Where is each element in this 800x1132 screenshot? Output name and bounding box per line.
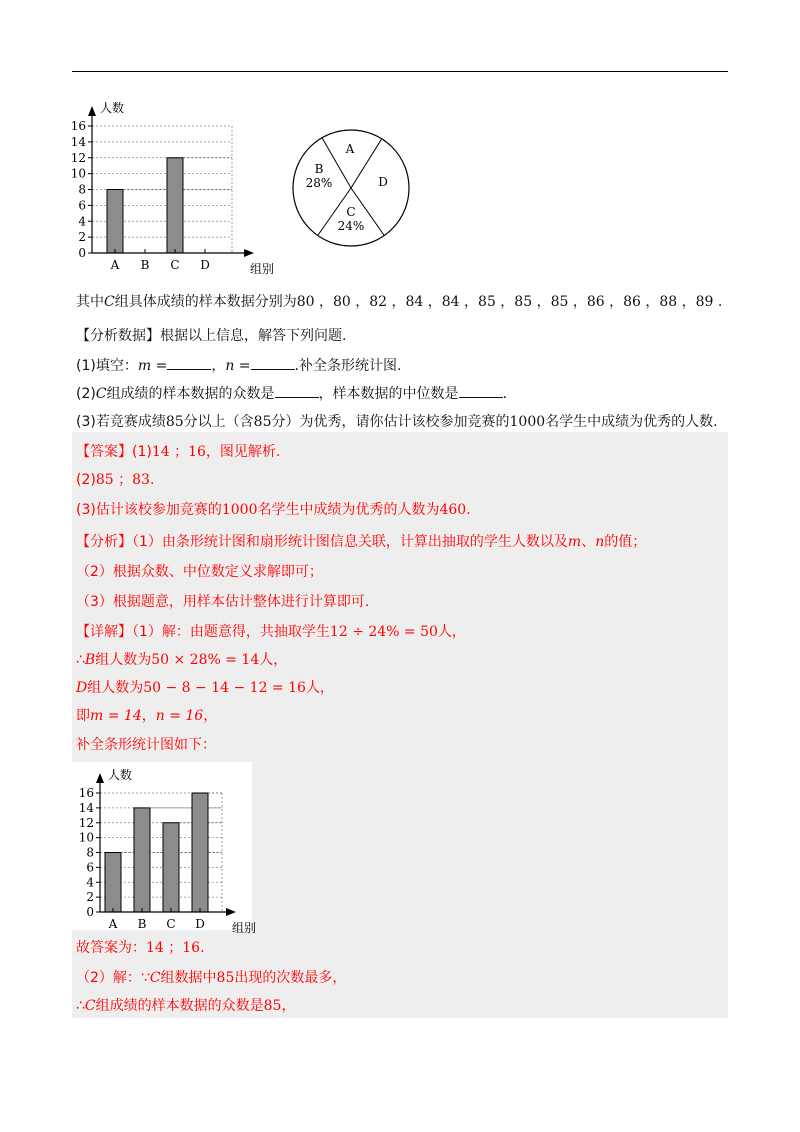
text: ，样本数据的中位数是 [318,386,459,402]
sample-values: 80 ，80 ，82 ，84 ，84 ，85 ，85 ，85 ，86 ，86 ，88 ，89 . [296,294,723,310]
y-tick-label: 6 [86,860,94,875]
y-tick-label: 0 [78,246,86,260]
conclusion-1 [76,938,205,958]
text: 人， [305,680,334,696]
bar-a [105,853,121,913]
analysis-heading [76,326,346,346]
y-tick-label: 8 [78,182,86,197]
pie-slice-d [378,175,388,189]
equation: n = 16 [155,708,204,724]
y-tick-label: 12 [78,815,94,830]
text: . [466,502,471,518]
y-tick-label: 10 [70,166,86,181]
pie-label: B [314,162,324,176]
header-rule [72,71,728,72]
text: (2) [76,386,96,402]
detail-5 [76,735,216,755]
solution-2-line-2 [76,996,295,1016]
y-axis-arrow [88,106,96,116]
analysis-2 [76,562,323,582]
answer-3 [76,500,471,520]
var-n: n = [225,358,251,374]
text: 【答案】(1) [76,444,152,460]
y-tick-label: 6 [78,198,86,213]
text: 、 [581,534,596,550]
number: 1000 [221,502,258,518]
text: (1)填空： [76,358,138,374]
text: ∴ [76,998,85,1014]
y-axis-arrow [96,773,104,783]
text: 组数据中 [160,970,217,986]
x-tick-label: C [166,917,176,931]
pie-slice-a [345,142,355,156]
y-tick-label: 12 [70,150,86,165]
number: 85 [253,414,272,430]
x-axis-label: 组别 [250,262,275,276]
answer-values: 85 ；83 [95,472,150,488]
bar-d [192,793,208,912]
text: . [200,940,205,956]
x-tick-label: A [108,917,118,931]
equation: 12 ÷ 24% = 50 [329,624,438,640]
y-tick-label: 14 [78,800,94,815]
text: .补全条形统计图. [294,358,402,374]
pie-label: C [346,205,356,219]
blank [275,384,319,398]
blank [167,356,211,370]
text: 组人数为 [87,680,144,696]
x-tick-label: D [195,917,205,931]
x-axis-arrow [244,249,254,257]
equation: 50 × 28% = 14 [151,652,260,668]
text: 人， [259,652,288,668]
y-tick-label: 2 [78,230,86,245]
text: . [502,386,508,402]
x-tick-label: B [137,917,147,931]
y-tick-label: 10 [78,830,94,845]
answer-2 [76,470,154,490]
x-tick-label: A [110,258,120,272]
var-n: n [595,534,605,550]
text: (3)估计该校参加竞赛的 [76,502,222,518]
text: . [149,472,155,488]
text: ∴ [76,652,85,668]
text: 组成绩的样本数据的众数是 [106,386,275,402]
text: 故答案为： [76,940,146,956]
solution-2-line-1 [76,968,346,988]
bar-chart-incomplete [60,88,275,276]
text: 组人数为 [95,652,152,668]
var-m: m = [137,358,168,374]
y-tick-label: 0 [86,905,94,919]
pie-percent: 28% [305,176,333,190]
answer-1 [76,442,280,462]
text: 【分析数据】根据以上信息，解答下列问题. [76,328,347,344]
var-c: C [84,998,96,1014]
bar-chart-completed [72,762,257,935]
question-2 [76,384,507,404]
y-axis-label: 人数 [100,101,125,115]
var-d: D [76,680,88,696]
text: 组具体成绩的样本数据分别为 [114,294,297,310]
text: 分）为优秀，请你估计该校参加竞赛的 [271,414,510,430]
number: 1000 [509,414,546,430]
var-c: C [104,294,115,310]
y-tick-label: 8 [86,845,94,860]
var-c: C [95,386,107,402]
text: 名学生中成绩为优秀的人数. [545,414,718,430]
number: 85 [263,998,282,1014]
number: 85 [216,970,235,986]
text: 【详解】（1）解：由题意得，共抽取学生 [76,624,330,640]
text: (3)若竞赛成绩 [76,414,166,430]
answer-values: 14 ；16 [146,940,201,956]
text: (2) [76,472,96,488]
text: ， [211,358,226,374]
pie-percent: 24% [337,219,365,233]
y-tick-label: 14 [70,134,86,149]
text: 补全条形统计图如下： [76,737,216,753]
text: ，图见解析. [205,444,281,460]
text: 出现的次数最多， [234,970,347,986]
bar-b [134,808,150,912]
sample-data-line [76,292,722,312]
var-m: m [567,534,582,550]
x-axis-label: 组别 [232,921,257,935]
text: 组成绩的样本数据的众数是 [95,998,264,1014]
detail-1 [76,622,466,642]
x-tick-label: D [200,258,210,272]
x-axis-arrow [226,908,236,916]
bar-a [107,190,123,254]
answer-values: 14 ；16 [151,444,206,460]
question-3 [76,412,718,432]
blank [251,356,295,370]
var-c: C [149,970,161,986]
detail-3 [76,678,334,698]
text: 分以上（含 [183,414,254,430]
bar-c [163,823,179,912]
y-tick-label: 2 [86,890,94,905]
bar-c [167,158,183,253]
x-tick-label: C [170,258,180,272]
text: （3）根据题意，用样本估计整体进行计算即可. [76,594,370,610]
analysis-1 [76,532,646,552]
text: 人， [437,624,466,640]
blank [459,384,503,398]
number: 85 [165,414,184,430]
y-tick-label: 4 [86,875,94,890]
text: ， [203,708,218,724]
text: ， [141,708,156,724]
equation: m = 14 [90,708,142,724]
pie-chart [285,128,425,248]
pie-label: A [345,142,355,156]
y-tick-label: 16 [70,119,86,133]
detail-4 [76,706,217,726]
text: （2）根据众数、中位数定义求解即可； [76,564,323,580]
y-axis-label: 人数 [108,768,133,782]
text: ， [281,998,296,1014]
pie-label: D [378,175,388,189]
text: 【分析】（1）由条形统计图和扇形统计图信息关联，计算出抽取的学生人数以及 [76,534,568,550]
y-tick-label: 4 [78,214,86,229]
number: 460 [439,502,467,518]
analysis-3 [76,592,369,612]
var-b: B [84,652,96,668]
text: （2）解：∵ [76,970,150,986]
equation: 50 − 8 − 14 − 12 = 16 [143,680,306,696]
question-1 [76,356,401,376]
x-tick-label: B [140,258,150,272]
y-tick-label: 16 [78,786,94,800]
text: 的值； [604,534,647,550]
text: 即 [76,708,90,724]
text: 其中 [76,294,104,310]
detail-2 [76,650,287,670]
text: 名学生中成绩为优秀的人数为 [257,502,440,518]
